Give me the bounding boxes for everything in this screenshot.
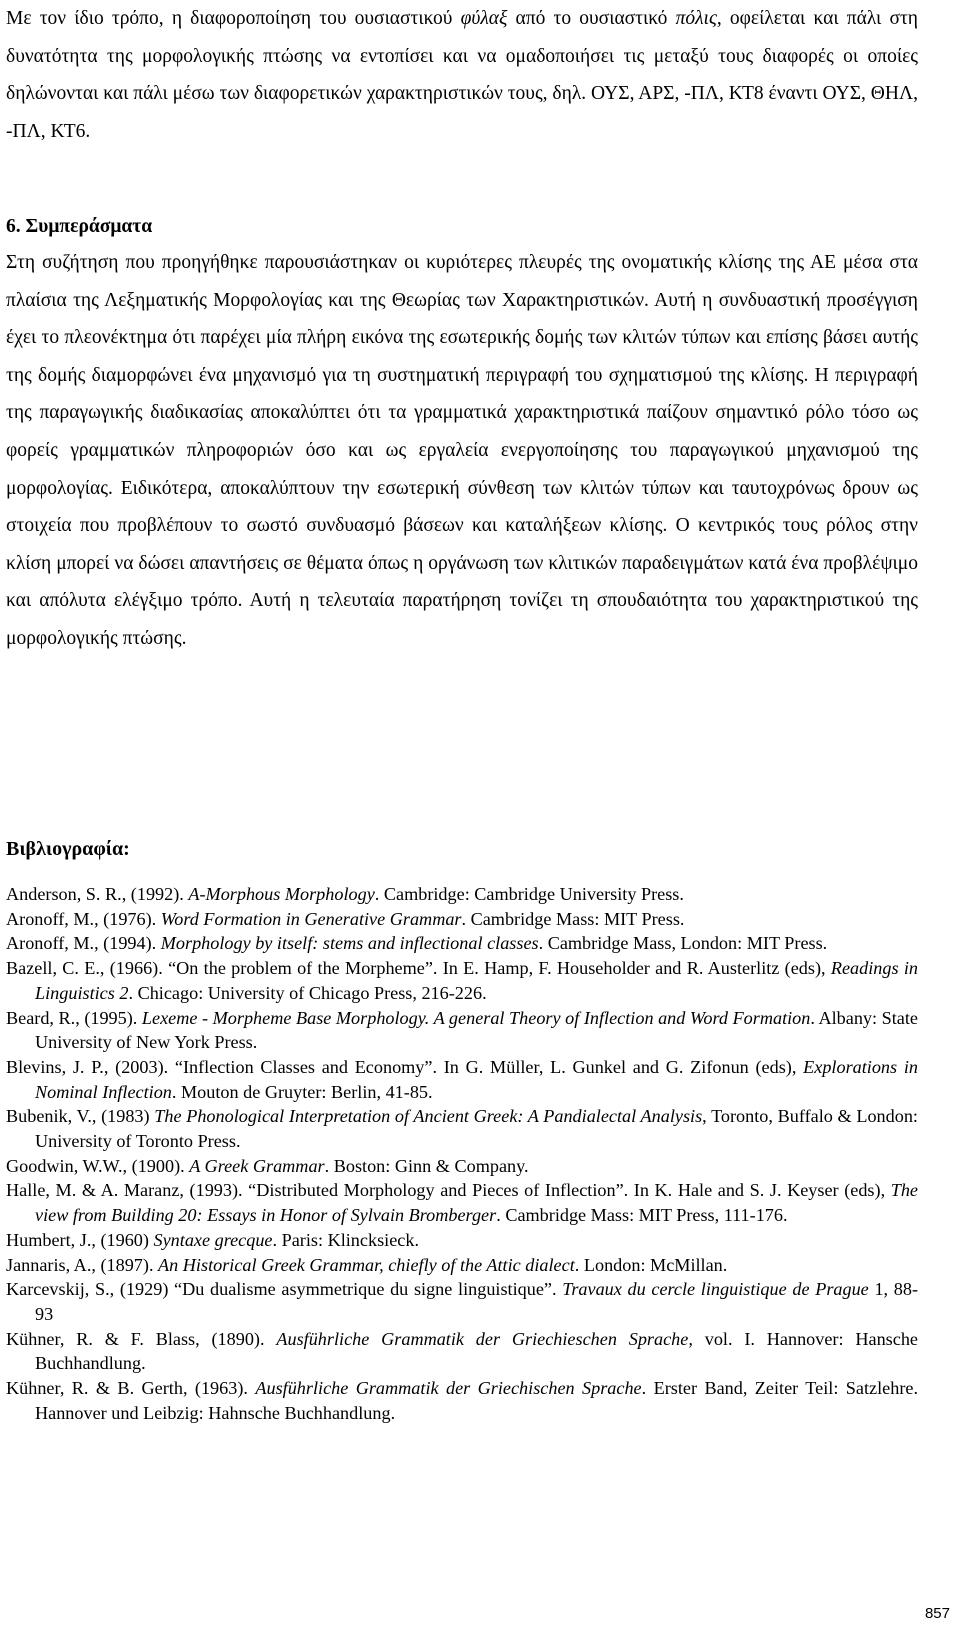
reference-item: Aronoff, M., (1976). Word Formation in Generative Grammar. Cambridge Mass: MIT Press. xyxy=(6,908,685,929)
reference-item: Halle, M. & A. Maranz, (1993). “Distributed Morphology and Pieces of Inflection”. In K. Hale and S. J. Keyser (eds), The view from Building 20: Essays in Honor of Sylvain Bromberger. Cambridge Mass: MIT Press, 111-176. xyxy=(6,1180,918,1226)
reference-item: Goodwin, W.W., (1900). A Greek Grammar. Boston: Ginn & Company. xyxy=(6,1155,529,1176)
reference-item: Anderson, S. R., (1992). A-Morphous Morphology. Cambridge: Cambridge University Press. xyxy=(6,884,684,904)
reference-item: Kühner, R. & B. Gerth, (1963). Ausführliche Grammatik der Griechischen Sprache. Erster Band, Zeiter Teil: Satzlehre. Hannover und Leibzig: Hahnsche Buchhandlung. xyxy=(6,1378,919,1423)
intro-text-1: Με τον ίδιο τρόπο, η διαφοροποίηση του ουσιαστικού xyxy=(6,8,461,29)
intro-paragraph xyxy=(6,0,918,150)
greek-word-polis: πόλις xyxy=(675,8,717,29)
reference-item: Bazell, C. E., (1966). “On the problem of the Morpheme”. In E. Hamp, F. Householder and R. Austerlitz (eds), Readings in Linguistics 2. Chicago: University of Chicago Press, 216-226. xyxy=(6,958,918,1003)
intro-text-2: από το ουσιαστικό xyxy=(507,8,676,29)
greek-word-fylax: φύλαξ xyxy=(460,8,508,29)
reference-item: Kühner, R. & F. Blass, (1890). Ausführliche Grammatik der Griechieschen Sprache, vol. I. Hannover: Hansche Buchhandlung. xyxy=(6,1328,918,1374)
reference-item: Beard, R., (1995). Lexeme - Morpheme Base Morphology. A general Theory of Inflection and Word Formation. Albany: State University of New York Press. xyxy=(6,1007,918,1053)
conclusion-paragraph: Στη συζήτηση που προηγήθηκε παρουσιάστηκαν οι κυριότερες πλευρές της ονοματικής κλίσης της ΑΕ μέσα στα πλαίσια της Λεξηματικής Μορφολογίας και της Θεωρίας των Χαρακτηριστικών. Αυτή η συνδυαστική προσέγγιση έχει το πλεονέκτημα ότι παρέχει μία πλήρη εικόνα της εσωτερικής δομής των κλιτών τύπων και επίσης βάσει αυτής της δομής διαμορφώνει ένα μηχανισμό για τη συστηματική περιγραφή του σχηματισμού της κλίσης. Η περιγραφή της παραγωγικής διαδικασίας αποκαλύπτει ότι τα γραμματικά χαρακτηριστικά παίζουν σημαντικό ρόλο τόσο ως φορείς γραμματικών πληροφοριών όσο και ως εργαλεία ενεργοποίησης του παραγωγικού μηχανισμού της μορφολογίας. Ειδικότερα, αποκαλύπτουν την εσωτερική σύνθεση των κλιτών τύπων και ταυτοχρόνως δρουν ως στοιχεία που προβλέπουν το σωστό συνδυασμό βάσεων και καταλήξεων κλίσης. Ο κεντρικός τους ρόλος στην κλίση μπορεί να δώσει απαντήσεις σε θέματα όπως η οργάνωση των κλιτικών παραδειγμάτων κατά ένα προβλέψιμο και απόλυτα ελέγξιμο τρόπο. Αυτή η τελευταία παρατήρηση τονίζει τη σπουδαιότητα του χαρακτηριστικού της μορφολογικής πτώσης. xyxy=(6,252,918,649)
reference-item: Jannaris, A., (1897). An Historical Greek Grammar, chiefly of the Attic dialect. London: McMillan. xyxy=(6,1254,728,1275)
section-title: 6. Συμπεράσματα xyxy=(6,216,153,237)
page-number: 857 xyxy=(924,1605,950,1622)
reference-item: Blevins, J. P., (2003). “Inflection Classes and Economy”. In G. Müller, L. Gunkel and G. Zifonun (eds), Explorations in Nominal Inflection. Mouton de Gruyter: Berlin, 41-85. xyxy=(6,1056,918,1102)
reference-item: Bubenik, V., (1983) The Phonological Interpretation of Ancient Greek: A Pandialectal Analysis, Toronto, Buffalo & London: University of Toronto Press. xyxy=(6,1106,918,1152)
bibliography-title: Βιβλιογραφία: xyxy=(6,838,130,860)
reference-item: Karcevskij, S., (1929) “Du dualisme asymmetrique du signe linguistique”. Travaux du cercle linguistique de Prague 1, 88-93 xyxy=(6,1279,919,1324)
intro-text-3: , οφείλεται και πάλι στη δυνατότητα της μορφολογικής πτώσης να εντοπίσει και να ομαδοποιήσει τις μεταξύ τους διαφορές οι οποίες δηλώνονται και πάλι μέσω των διαφορετικών χαρακτηριστικών τους, δηλ. ΟΥΣ, ΑΡΣ, -ΠΛ, ΚΤ8 έναντι ΟΥΣ, ΘΗΛ, -ΠΛ, ΚΤ6. xyxy=(6,8,918,142)
reference-item: Aronoff, M., (1994). Morphology by itself: stems and inflectional classes. Cambridge Mass, London: MIT Press. xyxy=(6,933,828,954)
reference-item: Humbert, J., (1960) Syntaxe grecque. Paris: Klincksieck. xyxy=(6,1229,419,1250)
reference-list xyxy=(6,882,918,1425)
